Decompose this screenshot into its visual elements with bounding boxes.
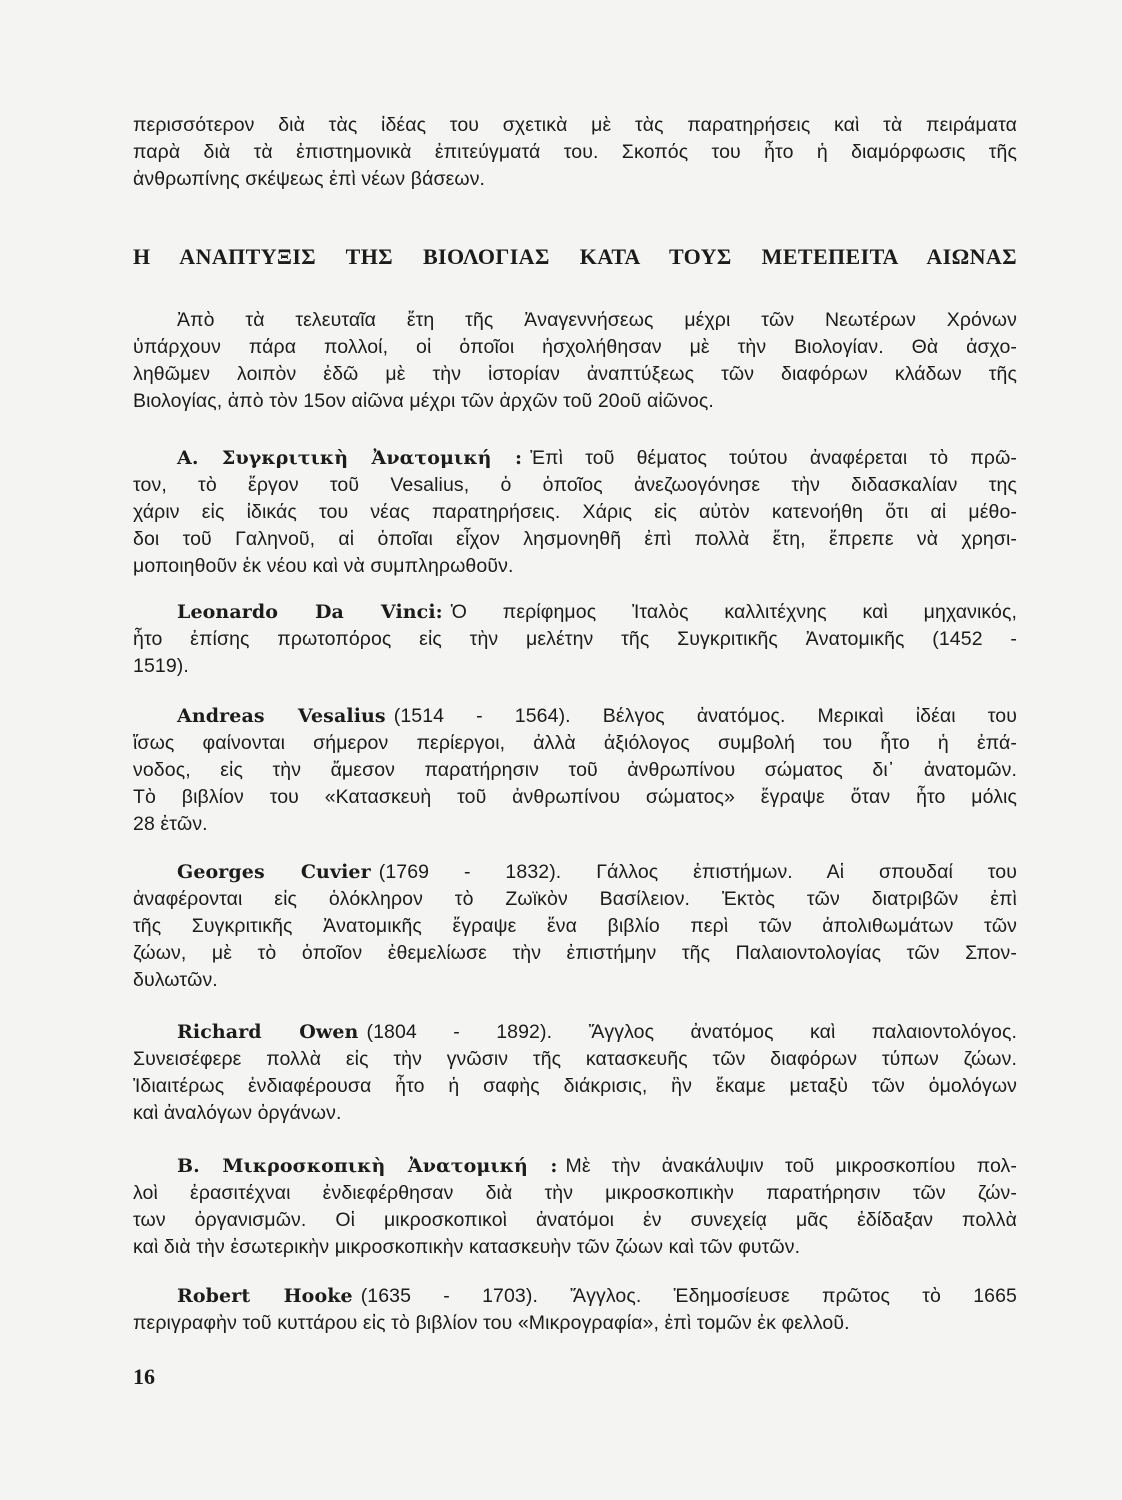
paragraph-lead: Leonardo Da Vinci:: [177, 601, 443, 623]
line-text: μοποιηθοῦν ἐκ νέου καὶ νὰ συμπληρωθοῦν.: [133, 555, 514, 577]
line-text: περιγραφὴν τοῦ κυττάρου εἰς τὸ βιβλίον του «Μικρογραφία», ἐπὶ τομῶν ἐκ φελλοῦ.: [133, 1312, 850, 1334]
line-text: Ἀπὸ τὰ τελευταῖα ἔτη τῆς Ἀναγεννήσεως μέχρι τῶν Νεωτέρων Χρόνων: [177, 309, 1017, 331]
line-text: Μὲ τὴν ἀνακάλυψιν τοῦ μικροσκοπίου πολ-: [565, 1155, 1017, 1177]
text-line: [133, 1153, 1017, 1180]
paragraph: [133, 1019, 1017, 1127]
line-text: 28 ἐτῶν.: [133, 813, 208, 835]
text-line: [133, 886, 1017, 913]
text-line: [133, 553, 1017, 580]
text-line: [133, 1283, 1017, 1310]
line-text: δοι τοῦ Γαληνοῦ, αἱ ὁποῖαι εἶχον λησμονηθῆ ἐπὶ πολλὰ ἔτη, ἔπρεπε νὰ χρησι-: [133, 528, 1017, 550]
line-text: περισσότερον διὰ τὰς ἰδέας του σχετικὰ μὲ τὰς παρατηρήσεις καὶ τὰ πειράματα: [133, 114, 1017, 136]
text-line: [133, 653, 1017, 680]
text-line: [133, 307, 1017, 334]
text-line: [133, 1234, 1017, 1261]
paragraph: [133, 859, 1017, 994]
paragraph: [133, 112, 1017, 193]
line-text: χάριν εἰς ἰδικάς του νέας παρατηρήσεις. Χάρις εἰς αὐτὸν κατενοήθη ὅτι αἱ μέθο-: [133, 501, 1017, 523]
line-text: καὶ διὰ τὴν ἐσωτερικὴν μικροσκοπικὴν κατασκευὴν τῶν ζώων καὶ τῶν φυτῶν.: [133, 1236, 801, 1258]
paragraph-lead: Georges Cuvier: [177, 861, 371, 883]
text-line: [133, 811, 1017, 838]
text-line: [133, 334, 1017, 361]
line-text: Ἰδιαιτέρως ἐνδιαφέρουσα ἦτο ἡ σαφὴς διάκρισις, ἣν ἔκαμε μεταξὺ τῶν ὁμολόγων: [133, 1075, 1017, 1097]
section-heading: Η ΑΝΑΠΤΥΞΙΣ ΤΗΣ ΒΙΟΛΟΓΙΑΣ ΚΑΤΑ ΤΟΥΣ ΜΕΤΕΠΕΙΤΑ ΑΙΩΝΑΣ: [133, 244, 1017, 269]
line-text: νοδος, εἰς τὴν ἄμεσον παρατήρησιν τοῦ ἀνθρωπίνου σώματος δι᾽ ἀνατομῶν.: [133, 759, 1017, 781]
text-line: [133, 1207, 1017, 1234]
line-text: τον, τὸ ἔργον τοῦ Vesalius, ὁ ὁποῖος ἀνεζωογόνησε τὴν διδασκαλίαν της: [133, 474, 1017, 496]
paragraph: [133, 599, 1017, 680]
paragraph: [133, 703, 1017, 838]
line-text: Ὁ περίφημος Ἰταλὸς καλλιτέχνης καὶ μηχανικός,: [450, 601, 1017, 623]
text-line: [133, 388, 1017, 415]
text-line: [133, 526, 1017, 553]
text-line: [133, 1019, 1017, 1046]
text-line: [133, 112, 1017, 139]
line-text: (1635 - 1703). Ἄγγλος. Ἐδημοσίευσε πρῶτος τὸ 1665: [360, 1285, 1017, 1307]
paragraph: [133, 1153, 1017, 1261]
text-line: [133, 445, 1017, 472]
text-line: [133, 967, 1017, 994]
line-text: παρὰ διὰ τὰ ἐπιστημονικὰ ἐπιτεύγματά του. Σκοπός του ἦτο ἡ διαμόρφωσις τῆς: [133, 141, 1017, 163]
paragraph-lead: Β. Μικροσκοπικὴ Ἀνατομική :: [177, 1155, 558, 1177]
text-line: [133, 784, 1017, 811]
text-line: [133, 472, 1017, 499]
line-text: Ἐπὶ τοῦ θέματος τούτου ἀναφέρεται τὸ πρῶ-: [530, 447, 1017, 469]
page-number: 16: [133, 1364, 155, 1389]
text-line: [133, 703, 1017, 730]
text-line: [133, 1180, 1017, 1207]
text-line: [133, 1310, 1017, 1337]
line-text: Τὸ βιβλίον του «Κατασκευὴ τοῦ ἀνθρωπίνου σώματος» ἔγραψε ὅταν ἦτο μόλις: [133, 786, 1017, 808]
line-text: λοὶ ἐρασιτέχναι ἐνδιεφέρθησαν διὰ τὴν μικροσκοπικὴν παρατήρησιν τῶν ζών-: [133, 1182, 1017, 1204]
text-line: [133, 1073, 1017, 1100]
line-text: (1769 - 1832). Γάλλος ἐπιστήμων. Αἱ σπουδαί του: [378, 861, 1017, 883]
text-line: [133, 1046, 1017, 1073]
text-line: [133, 599, 1017, 626]
text-line: [133, 757, 1017, 784]
text-line: [133, 730, 1017, 757]
line-text: ἦτο ἐπίσης πρωτοπόρος εἰς τὴν μελέτην τῆς Συγκριτικῆς Ἀνατομικῆς (1452 -: [133, 628, 1017, 650]
line-text: ὑπάρχουν πάρα πολλοί, οἱ ὁποῖοι ἠσχολήθησαν μὲ τὴν Βιολογίαν. Θὰ ἀσχο-: [133, 336, 1017, 358]
paragraph-lead: Andreas Vesalius: [177, 705, 386, 727]
text-line: [133, 166, 1017, 193]
paragraph: [133, 307, 1017, 415]
paragraph: [133, 445, 1017, 580]
line-text: (1804 - 1892). Ἄγγλος ἀνατόμος καὶ παλαιοντολόγος.: [366, 1021, 1017, 1043]
line-text: ἴσως φαίνονται σήμερον περίεργοι, ἀλλὰ ἀξιόλογος συμβολή του ἦτο ἡ ἐπά-: [133, 732, 1017, 754]
line-text: (1514 - 1564). Βέλγος ἀνατόμος. Μερικαὶ ἰδέαι του: [393, 705, 1017, 727]
line-text: Βιολογίας, ἀπὸ τὸν 15ον αἰῶνα μέχρι τῶν ἀρχῶν τοῦ 20οῦ αἰῶνος.: [133, 390, 714, 412]
text-line: [133, 361, 1017, 388]
text-line: [133, 940, 1017, 967]
line-text: ἀναφέρονται εἰς ὁλόκληρον τὸ Ζωϊκὸν Βασίλειον. Ἐκτὸς τῶν διατριβῶν ἐπὶ: [133, 888, 1017, 910]
paragraph-lead: Robert Hooke: [177, 1285, 353, 1307]
line-text: ἀνθρωπίνης σκέψεως ἐπὶ νέων βάσεων.: [133, 168, 486, 190]
text-line: [133, 626, 1017, 653]
text-line: [133, 499, 1017, 526]
line-text: Συνεισέφερε πολλὰ εἰς τὴν γνῶσιν τῆς κατασκευῆς τῶν διαφόρων τύπων ζώων.: [133, 1048, 1017, 1070]
line-text: ληθῶμεν λοιπὸν ἐδῶ μὲ τὴν ἱστορίαν ἀναπτύξεως τῶν διαφόρων κλάδων τῆς: [133, 363, 1017, 385]
paragraph-lead: Richard Owen: [177, 1021, 359, 1043]
text-line: [133, 139, 1017, 166]
text-line: [133, 859, 1017, 886]
line-text: καὶ ἀναλόγων ὀργάνων.: [133, 1102, 342, 1124]
line-text: των ὀργανισμῶν. Οἱ μικροσκοπικοὶ ἀνατόμοι ἐν συνεχείᾳ μᾶς ἐδίδαξαν πολλὰ: [133, 1209, 1017, 1231]
paragraph-lead: Α. Συγκριτικὴ Ἀνατομική :: [177, 447, 523, 469]
line-text: ζώων, μὲ τὸ ὁποῖον ἐθεμελίωσε τὴν ἐπιστήμην τῆς Παλαιοντολογίας τῶν Σπον-: [133, 942, 1017, 964]
line-text: τῆς Συγκριτικῆς Ἀνατομικῆς ἔγραψε ἕνα βιβλίο περὶ τῶν ἀπολιθωμάτων τῶν: [133, 915, 1017, 937]
paragraph: [133, 1283, 1017, 1337]
line-text: δυλωτῶν.: [133, 969, 218, 991]
text-line: [133, 1100, 1017, 1127]
line-text: 1519).: [133, 655, 189, 677]
text-line: [133, 913, 1017, 940]
